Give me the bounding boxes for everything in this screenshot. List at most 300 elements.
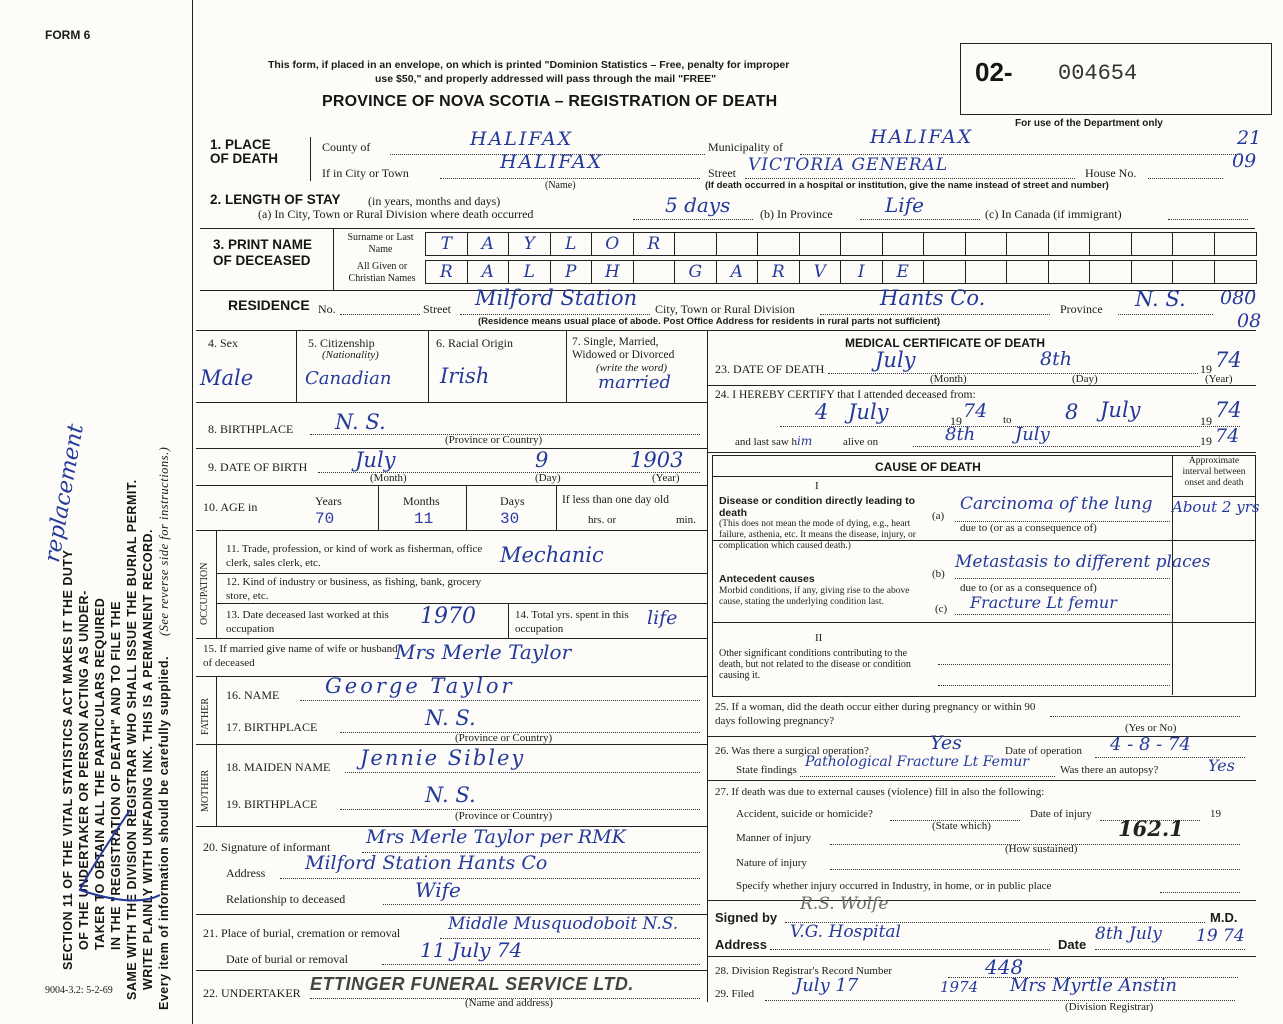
informant-address: Milford Station Hants Co (305, 852, 548, 874)
q25-line (1050, 716, 1240, 717)
cause-b-line (955, 578, 1170, 579)
alive-year: 74 (1215, 425, 1240, 447)
sidebar-line-1: SECTION 11 OF THE VITAL STATISTICS ACT MAKES IT THE DUTY (61, 549, 75, 970)
given-name-letter-box (1173, 261, 1215, 283)
last-saw-text: and last saw h (735, 436, 798, 448)
trade-label: 11. Trade, profession, or kind of work as fisherman, office clerk, sales clerk, etc. (226, 543, 483, 569)
cause-b-due-to: due to (or as a consequence of) (960, 582, 1097, 594)
stay-a-value: 5 days (665, 193, 731, 217)
section-i-label: I (815, 480, 819, 492)
q26-bottom (707, 780, 1256, 781)
cause-of-death-title: CAUSE OF DEATH (875, 460, 981, 474)
certify-label: 24. I HEREBY CERTIFY that I attended deceased from: (715, 389, 976, 401)
cause-c-label: (c) (935, 603, 948, 615)
other-conditions-label: Other significant conditions contributing to the death, but not related to the disease or condition causing it. (719, 648, 911, 681)
trade-bottom (216, 573, 707, 574)
autopsy-value: Yes (1208, 756, 1235, 775)
marital-label: 7. Single, Married, Widowed or Divorced (572, 336, 675, 361)
stay-a-label: (a) In City, Town or Rural Division where death occurred (258, 207, 534, 221)
age-years-value: 70 (315, 510, 335, 528)
stay-b-value: Life (885, 193, 924, 217)
attended-from-year-prefix: 19 (950, 414, 962, 428)
residence-note: (Residence means usual place of abode. Post Office Address for residents in rural parts not sufficient) (478, 316, 941, 327)
surname-letter-box (800, 233, 842, 255)
given-name-letter-box: R (758, 261, 800, 283)
antecedent-label: Antecedent causes (719, 573, 815, 585)
stay-c-label: (c) In Canada (if immigrant) (985, 207, 1122, 221)
alive-on-text: alive on (842, 436, 879, 448)
dob-year-sublabel: (Year) (652, 472, 680, 484)
undertaker-sublabel: (Name and address) (465, 997, 553, 1009)
racial-origin-value: Irish (440, 364, 490, 388)
sidebar-line-4: IN THE "REGISTRATION OF DEATH" AND TO FILE THE (109, 601, 123, 950)
surname-letter-box (1090, 233, 1132, 255)
cause-a-bottom (712, 540, 1256, 541)
personal-col-div-1 (296, 330, 297, 402)
residence-street-label: Street (423, 302, 451, 316)
city-label: If in City or Town (322, 166, 409, 180)
surname-letter-box: Y (509, 233, 551, 255)
attended-from-month: July (848, 400, 889, 424)
attended-line (780, 426, 1240, 427)
street-value: VICTORIA GENERAL (748, 155, 949, 175)
burial-date-line (382, 964, 700, 965)
residence-no-line (340, 314, 420, 315)
postal-notice-line-1: This form, if placed in an envelope, on which is printed "Dominion Statistics – Free, penalty for improper (268, 59, 790, 71)
relationship-label: Relationship to deceased (226, 892, 346, 906)
informant-address-label: Address (226, 866, 266, 880)
father-name-label: 16. NAME (226, 688, 280, 702)
length-of-stay-label: 2. LENGTH OF STAY (210, 192, 341, 207)
nature-line (830, 869, 1240, 870)
date-of-death-label: 23. DATE OF DEATH (715, 362, 825, 376)
cause-a-due-to: due to (or as a consequence of) (960, 522, 1097, 534)
dob-day-sublabel: (Day) (535, 472, 561, 484)
last-saw-him: im (797, 434, 813, 448)
father-birthplace-label: 17. BIRTHPLACE (226, 720, 318, 734)
mother-name-line (345, 772, 700, 773)
cause-b-value: Metastasis to different places (955, 552, 1211, 572)
residence-city-value: Hants Co. (880, 286, 986, 310)
surname-boxes (425, 232, 1257, 256)
residence-street-line (460, 314, 650, 315)
filed-year: 1974 (940, 978, 979, 996)
given-name-letter-box: H (592, 261, 634, 283)
registrar-number-label: 28. Division Registrar's Record Number (715, 965, 893, 977)
sex-label: 4. Sex (208, 336, 238, 350)
mother-birthplace-label: 19. BIRTHPLACE (226, 797, 318, 811)
given-name-letter-box (1215, 261, 1256, 283)
given-name-letter-box: A (468, 261, 510, 283)
name-section-bottom (200, 290, 1255, 291)
deceased-name-text: 3. PRINT NAME OF DECEASED (213, 237, 313, 268)
age-hrs-label: hrs. or (588, 514, 617, 526)
hospital-note: (If death occurred in a hospital or institution, give the name instead of street and number) (705, 180, 1109, 191)
other-conditions-line-1 (938, 664, 1170, 665)
mother-birthplace-sublabel: (Province or Country) (455, 810, 553, 822)
age-months-value: 11 (414, 510, 434, 528)
filed-date: July 17 (795, 975, 859, 996)
certify-bottom (707, 452, 1256, 453)
form-number: FORM 6 (45, 28, 91, 42)
q27-bottom (707, 900, 1256, 901)
deceased-name-label (213, 237, 333, 269)
given-name-letter-box (1007, 261, 1049, 283)
father-name-line (300, 700, 700, 701)
cause-bc-bottom (712, 622, 1256, 623)
stay-c-line (1168, 219, 1248, 220)
surname-letter-box (675, 233, 717, 255)
street-line (745, 178, 1075, 179)
residence-province-line (1118, 314, 1213, 315)
alive-month: July (1015, 424, 1050, 445)
informant-signature: Mrs Merle Taylor per RMK (366, 826, 626, 848)
father-name-value: George Taylor (325, 674, 515, 698)
sidebar-line-7b: (See reverse side for instructions.) (157, 446, 171, 637)
personal-row-bottom (196, 402, 707, 403)
filed-label: 29. Filed (715, 988, 755, 1000)
cause-b-label: (b) (932, 568, 945, 580)
dob-day: 9 (535, 448, 549, 472)
occupation-bottom (196, 638, 707, 639)
registrar-number: 448 (985, 955, 1024, 979)
house-number-label: House No. (1085, 166, 1137, 180)
total-years-label: 14. Total yrs. spent in this occupation (515, 609, 629, 635)
dob-month-sublabel: (Month) (370, 472, 407, 484)
age-div-3 (556, 485, 557, 530)
dob-month: July (355, 448, 396, 472)
personal-col-div-3 (566, 330, 567, 402)
residence-city-line (820, 314, 1050, 315)
registrar-name: Mrs Myrtle Anstin (1010, 975, 1177, 996)
father-birthplace-value: N. S. (425, 706, 476, 730)
sidebar-scribble (60, 800, 170, 920)
physician-address-label: Address (715, 937, 768, 952)
surname-letter-box: L (551, 233, 593, 255)
given-name-letter-box: E (883, 261, 925, 283)
direct-cause-label: Disease or condition directly leading to death (719, 495, 916, 519)
form-left-border (192, 0, 193, 1024)
attended-to-year-prefix: 19 (1200, 414, 1212, 428)
given-name-letter-box: I (841, 261, 883, 283)
surname-letter-box (717, 233, 759, 255)
cause-c-value: Fracture Lt femur (970, 593, 1117, 612)
signed-date-line (1095, 949, 1245, 950)
death-day-sublabel: (Day) (1072, 373, 1098, 385)
surname-letter-box (1132, 233, 1174, 255)
injury-date-label: Date of injury (1030, 808, 1092, 820)
stay-a-line (633, 219, 753, 220)
surname-letter-box: O (592, 233, 634, 255)
sex-value: Male (200, 366, 254, 390)
spouse-label: 15. If married give name of wife or husband of deceased (203, 643, 398, 669)
age-years-label: Years (315, 494, 342, 508)
department-code-2: 09 (1232, 150, 1257, 172)
undertaker-label: 22. UNDERTAKER (203, 986, 301, 1000)
total-years-value: life (647, 607, 678, 629)
sidebar-line-6: WRITE PLAINLY WITH UNFADING INK. THIS IS A PERMANENT RECORD. (141, 528, 155, 990)
last-worked-label: 13. Date deceased last worked at this occupation (226, 609, 389, 635)
death-day: 8th (1040, 348, 1072, 370)
department-code-4: 08 (1237, 310, 1262, 332)
house-number-line (1148, 178, 1223, 179)
accident-label: Accident, suicide or homicide? (736, 808, 873, 820)
manner-label: Manner of injury (736, 832, 812, 844)
given-name-letter-box: A (717, 261, 759, 283)
marital-sublabel: (write the word) (596, 362, 668, 374)
alive-line (913, 446, 1200, 447)
residence-street-value: Milford Station (475, 286, 638, 310)
attended-to-year: 74 (1215, 398, 1242, 422)
birthplace-value: N. S. (335, 410, 386, 434)
death-year: 74 (1215, 348, 1242, 372)
birthplace-sublabel: (Province or Country) (445, 434, 543, 446)
dob-bottom (196, 485, 707, 486)
specify-label: Specify whether injury occurred in Industry, in home, or in public place (736, 880, 1052, 892)
residence-city-label: City, Town or Rural Division (655, 302, 795, 316)
signed-date-year: 19 74 (1196, 926, 1245, 946)
death-month-sublabel: (Month) (930, 373, 967, 385)
cause-a-label: (a) (932, 510, 945, 522)
given-name-letter-box: V (800, 261, 842, 283)
autopsy-label: Was there an autopsy? (1060, 764, 1159, 776)
q25-label: 25. If a woman, did the death occur either during pregnancy or within 90 days following pregnancy? (715, 701, 1036, 727)
given-name-letter-box (924, 261, 966, 283)
specify-line (1160, 892, 1240, 893)
surname-letter-box (1049, 233, 1091, 255)
signed-date-label: Date (1058, 937, 1087, 952)
given-name-letter-box: R (426, 261, 468, 283)
surname-letter-box (966, 233, 1008, 255)
mother-name-value: Jennie Sibley (360, 746, 526, 770)
father-side-label: FATHER (200, 697, 211, 735)
name-section-top (200, 228, 1255, 229)
department-use-label: For use of the Department only (1015, 118, 1163, 129)
sidebar-line-7: Every item of information should be carefully supplied. (157, 656, 171, 1010)
burial-date-value: 11 July 74 (420, 938, 523, 962)
section-ii-label: II (815, 632, 823, 644)
place-of-death-label (210, 138, 280, 166)
cause-c-line (955, 614, 1170, 615)
father-bottom (196, 744, 707, 745)
informant-signature-label: 20. Signature of informant (203, 840, 331, 854)
residence-label: RESIDENCE (228, 297, 310, 313)
surname-letter-box (758, 233, 800, 255)
surname-letter-box (1007, 233, 1049, 255)
city-value: HALIFAX (500, 151, 604, 173)
municipality-value: HALIFAX (870, 126, 974, 148)
operation-date: 4 - 8 - 74 (1110, 734, 1191, 755)
city-line (440, 178, 700, 179)
citizenship-label: 5. Citizenship (308, 336, 375, 350)
alive-day: 8th (945, 424, 976, 445)
page-title: PROVINCE OF NOVA SCOTIA – REGISTRATION OF DEATH (322, 93, 778, 110)
age-lessday-label: If less than one day old (562, 494, 669, 506)
interval-label: Approximate interval between onset and death (1182, 456, 1246, 488)
given-name-letter-box (1090, 261, 1132, 283)
given-name-letter-box: P (551, 261, 593, 283)
signed-by-value: R.S. Wolfe (800, 894, 889, 914)
physician-address: V.G. Hospital (790, 922, 901, 942)
surname-letter-box: R (634, 233, 676, 255)
signed-date: 8th July (1095, 924, 1162, 944)
findings-value: Pathological Fracture Lt Femur (805, 754, 1029, 770)
mother-side-div (216, 744, 217, 826)
given-names-label: All Given or Christian Names (348, 261, 416, 284)
md-label: M.D. (1210, 910, 1238, 925)
left-right-divider (707, 330, 708, 1002)
death-year-sublabel: (Year) (1205, 373, 1233, 385)
informant-address-line (280, 878, 700, 879)
burial-date-label: Date of burial or removal (226, 952, 348, 966)
street-label: Street (708, 166, 736, 180)
mother-name-label: 18. MAIDEN NAME (226, 760, 331, 774)
occupation-col-div (508, 603, 509, 638)
citizenship-sublabel: (Nationality) (322, 349, 379, 361)
cause-a-value: Carcinoma of the lung (960, 494, 1153, 514)
age-days-label: Days (500, 494, 525, 508)
city-name-sublabel: (Name) (545, 180, 576, 191)
mother-side-label: MOTHER (200, 769, 211, 812)
surname-label: Surname or Last Name (347, 232, 414, 255)
citizenship-value: Canadian (305, 368, 392, 389)
given-name-letter-box (966, 261, 1008, 283)
father-birthplace-sublabel: (Province or Country) (455, 732, 553, 744)
q27-label: 27. If death was due to external causes (violence) fill in also the following: (715, 786, 1045, 798)
postal-notice-line-2: use $50," and properly addressed will pass through the mail "FREE" (375, 73, 717, 85)
given-name-boxes (425, 260, 1257, 284)
relationship-line (383, 904, 700, 905)
place-bracket (310, 137, 311, 181)
relationship-value: Wife (415, 878, 461, 902)
municipality-label: Municipality of (708, 140, 783, 154)
death-date-bottom (707, 385, 1256, 386)
alive-year-prefix: 19 (1200, 434, 1212, 448)
q26-answer: Yes (930, 732, 962, 754)
sidebar-handwritten-note: replacement (40, 422, 89, 565)
interval-header-bottom (1172, 496, 1256, 497)
sidebar-line-3: TAKER TO OBTAIN ALL THE PARTICULARS REQUIRED (93, 597, 107, 950)
given-name-letter-box: G (675, 261, 717, 283)
given-name-letter-box (1049, 261, 1091, 283)
age-min-label: min. (676, 514, 696, 526)
age-div-2 (466, 485, 467, 530)
personal-section-top (196, 330, 1256, 331)
other-conditions-line-2 (938, 685, 1170, 686)
last-saw-label (735, 434, 878, 448)
spouse-value: Mrs Merle Taylor (395, 640, 572, 664)
residence-province-label: Province (1060, 302, 1103, 316)
signed-bottom (707, 956, 1256, 957)
father-side-div (216, 676, 217, 744)
mother-birthplace-value: N. S. (425, 783, 476, 807)
occupation-side-label: OCCUPATION (199, 562, 210, 625)
burial-place-label: 21. Place of burial, cremation or removal (203, 926, 401, 940)
attended-from-year: 74 (963, 400, 988, 422)
personal-col-div-2 (428, 330, 429, 402)
surname-letter-box (883, 233, 925, 255)
dob-year: 1903 (630, 448, 684, 472)
surname-letter-box (1215, 233, 1256, 255)
signed-by-label: Signed by (715, 910, 778, 925)
county-label: County of (322, 140, 371, 154)
surname-letter-box (841, 233, 883, 255)
occupation-side-div (216, 530, 217, 638)
place-of-death-text: 1. PLACE OF DEATH (210, 137, 278, 166)
q25-yes-no: (Yes or No) (1125, 722, 1177, 734)
residence-province-value: N. S. (1135, 287, 1186, 311)
racial-origin-label: 6. Racial Origin (436, 336, 513, 350)
sidebar-line-2: OF THE UNDERTAKER OR PERSON ACTING AS UNDER- (77, 590, 91, 950)
registrar-sublabel: (Division Registrar) (1065, 1001, 1154, 1013)
date-of-death-line (828, 373, 1198, 374)
stay-b-line (860, 219, 980, 220)
direct-cause-note: (This does not mean the mode of dying, e.g., heart failure, asthenia, etc. It means the disease, injury, or complication which caused death.) (719, 519, 916, 551)
surname-letter-box: T (426, 233, 468, 255)
filed-line (765, 1000, 1235, 1001)
department-code-1: 21 (1237, 127, 1262, 149)
undertaker-value: ETTINGER FUNERAL SERVICE LTD. (310, 974, 634, 994)
manner-code: 162.1 (1118, 816, 1184, 841)
name-labels-divider (333, 228, 334, 290)
given-name-letter-box (634, 261, 676, 283)
attended-to-day: 8 (1065, 400, 1079, 424)
given-name-letter-box (1132, 261, 1174, 283)
findings-label: State findings (736, 764, 797, 776)
trade-value: Mechanic (500, 543, 604, 567)
age-months-label: Months (403, 494, 440, 508)
operation-date-label: Date of operation (1005, 745, 1082, 757)
length-of-stay-units: (in years, months and days) (368, 194, 501, 208)
surname-letter-box: A (468, 233, 510, 255)
age-bottom (196, 530, 707, 531)
surname-letter-box (1173, 233, 1215, 255)
cause-a-interval: About 2 yrs (1172, 498, 1260, 516)
antecedent-note: Morbid conditions, if any, giving rise to the above cause, stating the underlying condition last. (719, 586, 910, 607)
interval-col-div (1172, 455, 1173, 695)
physician-address-line (770, 949, 1050, 950)
burial-bottom (196, 970, 707, 971)
q26-label: 26. Was there a surgical operation? (715, 745, 869, 757)
last-worked-value: 1970 (420, 604, 476, 629)
dob-label: 9. DATE OF BIRTH (208, 460, 308, 474)
death-year-prefix: 19 (1200, 362, 1212, 376)
industry-label: 12. Kind of industry or business, as fishing, bank, grocery store, etc. (226, 576, 482, 602)
stay-b-label: (b) In Province (760, 207, 833, 221)
registration-prefix: 02- (975, 57, 1013, 87)
county-value: HALIFAX (470, 128, 574, 150)
findings-line (800, 776, 1055, 777)
state-which-label: (State which) (932, 820, 991, 832)
age-days-value: 30 (500, 510, 520, 528)
injury-year-prefix: 19 (1210, 808, 1221, 820)
how-sustained-label: (How sustained) (1005, 843, 1078, 855)
department-code-3: 080 (1220, 287, 1257, 309)
birthplace-label: 8. BIRTHPLACE (208, 422, 294, 436)
age-div-1 (378, 485, 379, 530)
nature-label: Nature of injury (736, 857, 807, 869)
given-name-letter-box: L (509, 261, 551, 283)
burial-place-value: Middle Musquodoboit N.S. (448, 914, 679, 934)
marital-value: married (598, 372, 671, 393)
sidebar-line-5: SAME WITH THE DIVISION REGISTRAR WHO SHALL ISSUE THE BURIAL PERMIT. (125, 479, 139, 1000)
residence-no-label: No. (318, 302, 336, 316)
surname-letter-box (924, 233, 966, 255)
attended-from-day: 4 (815, 400, 829, 424)
registration-number: 004654 (1058, 61, 1138, 86)
attended-to-month: July (1100, 398, 1141, 422)
medical-certificate-title: MEDICAL CERTIFICATE OF DEATH (845, 336, 1045, 350)
